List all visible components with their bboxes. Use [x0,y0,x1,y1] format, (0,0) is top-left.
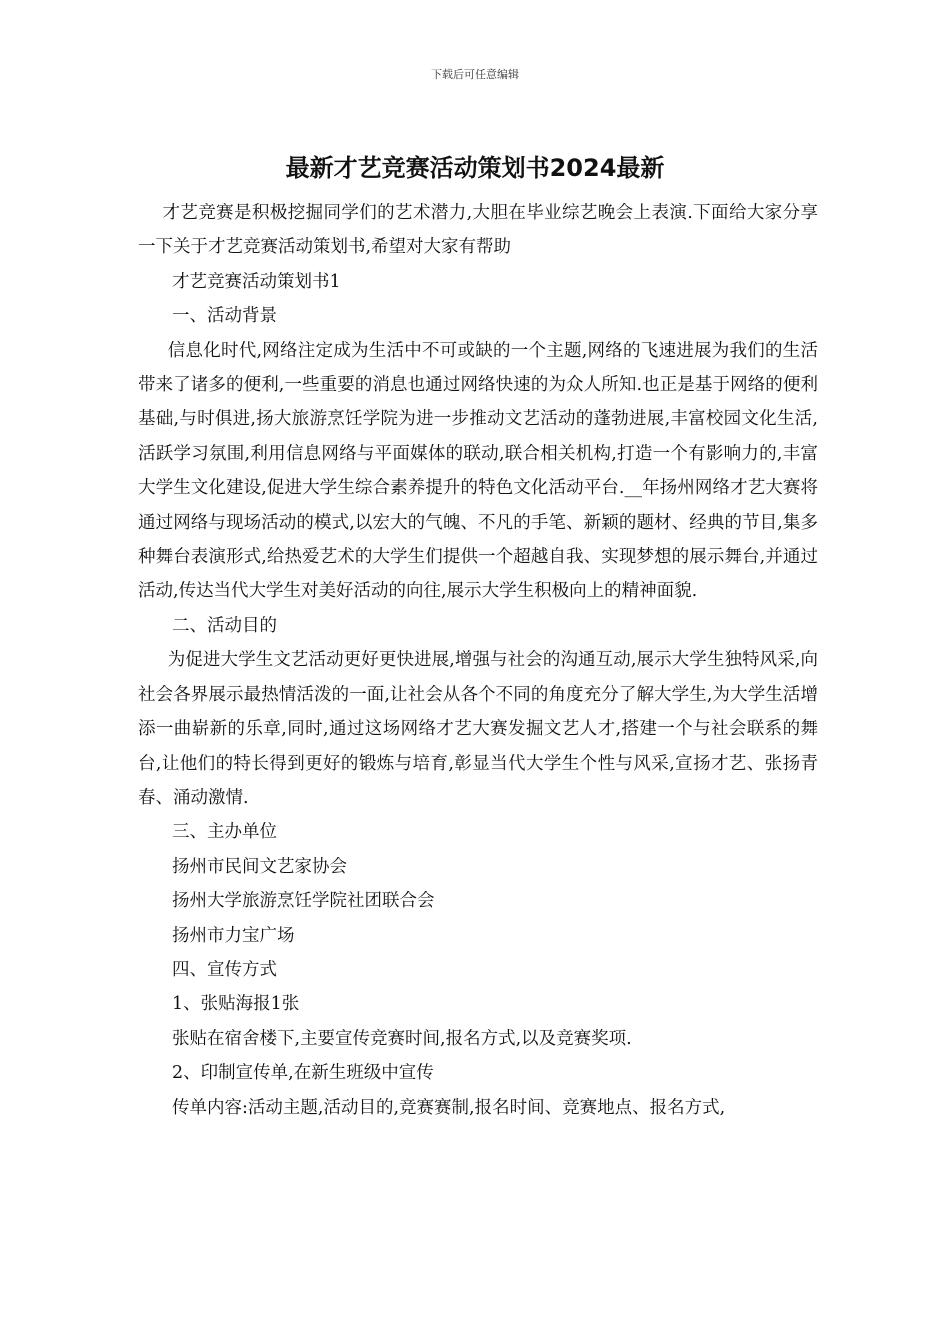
organizer-item: 扬州市力宝广场 [172,925,295,946]
purpose-paragraph: 为促进大学生文艺活动更好更快进展,增强与社会的沟通互动,展示大学生独特风采,向社会各界展示最热情活泼的一面,让社会从各个不同的角度充分了解大学生,为大学生活增添一曲崭新的乐章,同时,通过这场网络才艺大赛发掘文艺人才,搭建一个与社会联系的舞台,让他们的特长得到更好的锻炼与培育,彰显当代大学生个性与风采,宣扬才艺、张扬青春、涌动激情. [138,650,818,808]
promotion-item: 2、印制宣传单,在新生班级中宣传 [172,1063,434,1084]
intro-paragraph: 才艺竞赛是积极挖掘同学们的艺术潜力,大胆在毕业综艺晚会上表演.下面给大家分享一下关于才艺竞赛活动策划书,希望对大家有帮助 [138,203,818,258]
section-heading-promotion: 四、宣传方式 [172,959,277,980]
section-subtitle: 才艺竞赛活动策划书1 [172,271,341,292]
organizer-item: 扬州大学旅游烹饪学院社团联合会 [172,891,435,912]
promotion-detail: 传单内容:活动主题,活动目的,竞赛赛制,报名时间、竞赛地点、报名方式, [172,1097,726,1118]
background-paragraph: 信息化时代,网络注定成为生活中不可或缺的一个主题,网络的飞速进展为我们的生活带来了诸多的便利,一些重要的消息也通过网络快速的为众人所知.也正是基于网络的便利基础,与时俱进,扬大旅游烹饪学院为进一步推动文艺活动的蓬勃进展,丰富校园文化生活,活跃学习氛围,利用信息网络与平面媒体的联动,联合相关机构,打造一个有影响力的,丰富大学生文化建设,促进大学生综合素养提升的特色文化活动平台.__年扬州网络才艺大赛将通过网络与现场活动的模式,以宏大的气魄、不凡的手笔、新颖的题材、经典的节目,集多种舞台表演形式,给热爱艺术的大学生们提供一个超越自我、实现梦想的展示舞台,并通过活动,传达当代大学生对美好活动的向往,展示大学生积极向上的精神面貌. [138,340,818,602]
promotion-detail: 张贴在宿舍楼下,主要宣传竞赛时间,报名方式,以及竞赛奖项. [172,1028,632,1049]
section-heading-organizers: 三、主办单位 [172,822,277,843]
header-note: 下载后可任意编辑 [431,68,519,81]
section-heading-purpose: 二、活动目的 [172,615,277,636]
section-heading-background: 一、活动背景 [172,306,277,327]
promotion-item: 1、张贴海报1张 [172,994,300,1015]
document-body [138,196,818,1125]
page-title: 最新才艺竞赛活动策划书2024最新 [285,154,665,182]
organizer-item: 扬州市民间文艺家协会 [172,856,347,877]
